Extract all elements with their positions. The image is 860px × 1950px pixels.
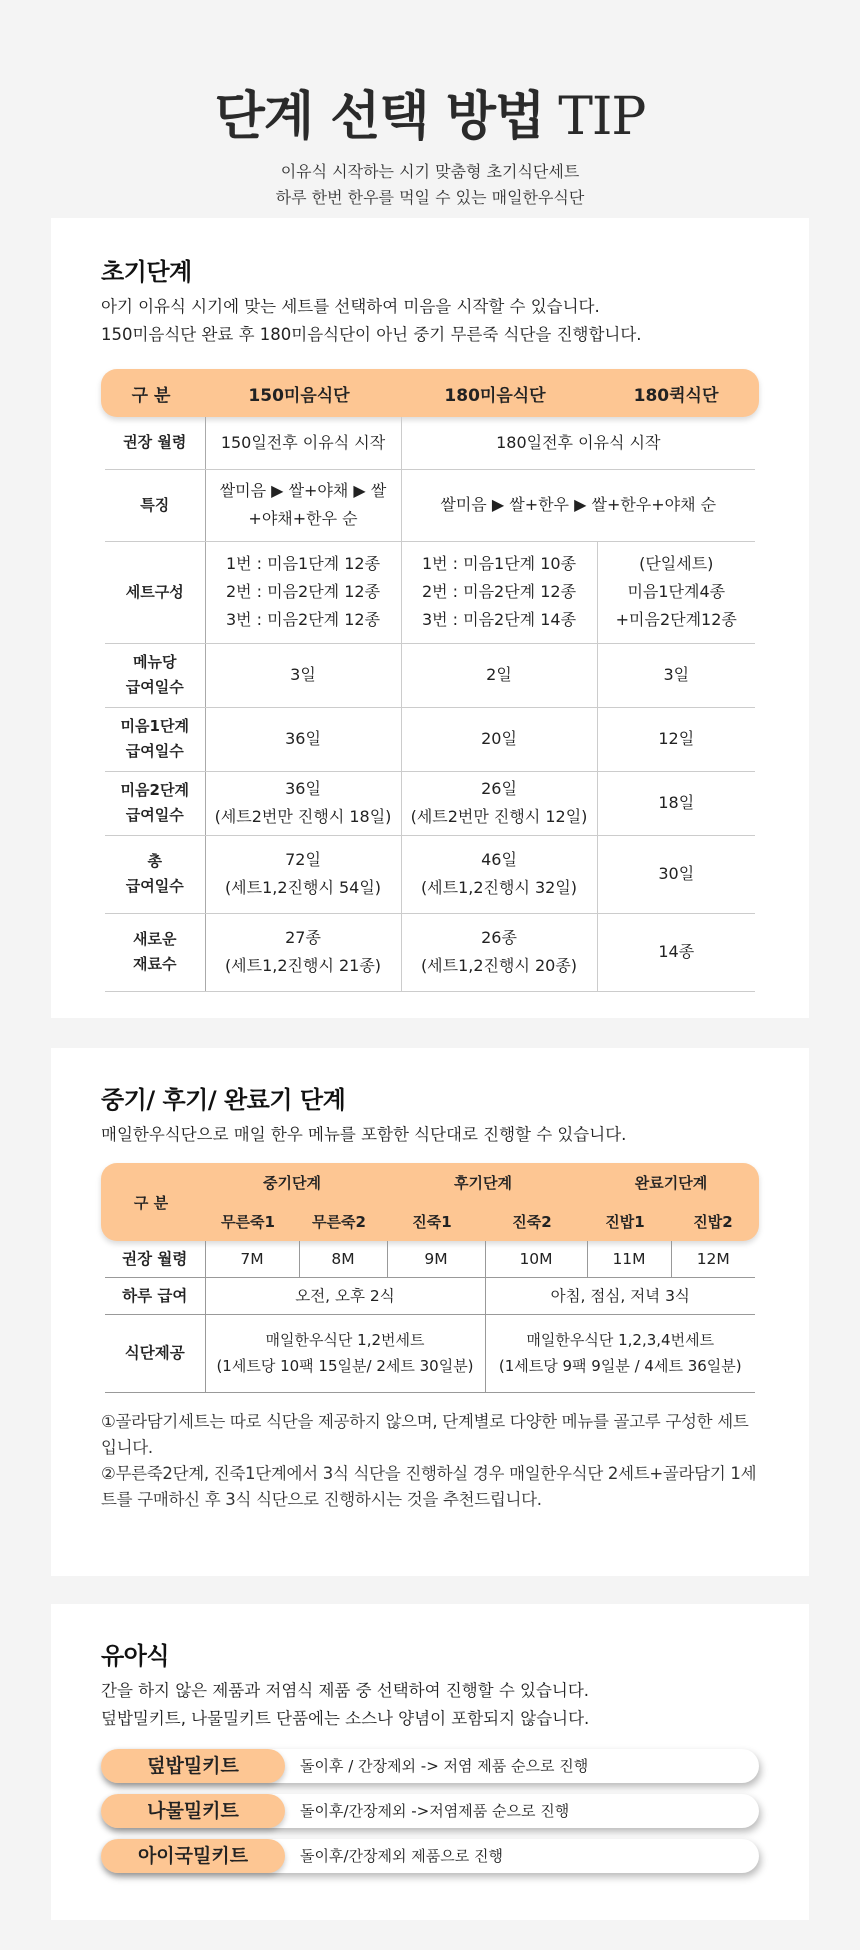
mid-table-header [101, 1163, 759, 1241]
cell: 12일 [597, 707, 755, 771]
table-row [105, 643, 755, 707]
title-main: 단계 선택 방법 [214, 87, 545, 147]
cell-line: (1세트당 10팩 15일분/ 2세트 30일분) [216, 1357, 474, 1375]
cell-line: 매일한우식단 1,2,3,4번세트 [526, 1331, 715, 1349]
cell-line: 3번 : 미음2단계 14종 [421, 610, 577, 629]
cell-line: 46일 [481, 850, 517, 869]
toddler-desc-1: 간을 하지 않은 제품과 저염식 제품 중 선택하여 진행할 수 있습니다. [101, 1681, 590, 1700]
cell [205, 541, 401, 643]
mid-header-sub: 진죽1 [412, 1213, 452, 1231]
label-line: 급여일수 [125, 742, 184, 760]
mid-header-sub: 무른죽1 [221, 1213, 275, 1231]
label-line: 총 [147, 852, 162, 870]
table-row [105, 835, 755, 913]
cell-line: (세트2번만 진행시 12일) [410, 807, 588, 826]
cell: 쌀미음 ▶ 쌀+한우 ▶ 쌀+한우+야채 순 [401, 469, 755, 541]
note-2: ②무른죽2단계, 진죽1단계에서 3식 식단을 진행하실 경우 매일한우식단 2세트+골라담기 1세트를 구매하신 후 3식 식단으로 진행하시는 것을 추천드립니다. [101, 1463, 757, 1509]
cell: 3일 [205, 643, 401, 707]
kit-desc: 돌이후/간장제외 ->저염제품 순으로 진행 [300, 1802, 570, 1820]
cell-line: 2번 : 미음2단계 12종 [421, 582, 577, 601]
cell-line: (세트2번만 진행시 18일) [214, 807, 392, 826]
row-label: 세트구성 [105, 541, 205, 643]
hero-sub-line-2: 하루 한번 한우를 먹일 수 있는 매일한우식단 [275, 188, 585, 207]
label-line: 새로운 [133, 930, 177, 948]
label-line: 메뉴당 [133, 653, 177, 671]
cell: 아침, 점심, 저녁 3식 [485, 1277, 755, 1314]
early-table-header [101, 369, 759, 417]
kit-desc: 돌이후/간장제외 제품으로 진행 [300, 1847, 503, 1865]
cell-line: 3번 : 미음2단계 12종 [225, 610, 381, 629]
cell-line: (1세트당 9팩 9일분 / 4세트 36일분) [498, 1357, 742, 1375]
row-label: 권장 월령 [105, 1241, 205, 1277]
cell-line: 2번 : 미음2단계 12종 [225, 582, 381, 601]
title-tip: TIP [558, 87, 646, 147]
cell: 20일 [401, 707, 597, 771]
list-item [101, 1837, 755, 1875]
table-row [105, 1314, 755, 1392]
table-row [105, 541, 755, 643]
early-header-150: 150미음식단 [248, 385, 350, 406]
mid-desc: 매일한우식단으로 매일 한우 메뉴를 포함한 식단대로 진행할 수 있습니다. [101, 1125, 627, 1144]
cell-line: 쌀미음 ▶ 쌀+야채 ▶ 쌀 [219, 481, 387, 500]
row-label [105, 835, 205, 913]
mid-title: 중기/ 후기/ 완료기 단계 [101, 1086, 346, 1114]
cell [401, 771, 597, 835]
cell [205, 835, 401, 913]
cell: 14종 [597, 913, 755, 991]
cell-line: 72일 [285, 850, 321, 869]
cell: 180일전후 이유식 시작 [401, 417, 755, 469]
mid-header-group: 중기단계 [263, 1174, 321, 1192]
note-1: ①골라담기세트는 따로 식단을 제공하지 않으며, 단계별로 다양한 메뉴를 골고루 구성한 세트입니다. [101, 1411, 749, 1457]
mid-stage-card [51, 1048, 809, 1576]
cell-line: (세트1,2진행시 32일) [420, 878, 578, 897]
cell: 11M [587, 1241, 671, 1277]
early-header-quick: 180퀵식단 [633, 385, 719, 406]
kit-name: 아이국밀키트 [101, 1839, 285, 1873]
cell-line: (세트1,2진행시 21종) [224, 956, 382, 975]
label-line: 급여일수 [125, 678, 184, 696]
cell [401, 835, 597, 913]
mid-header-sub: 진밥1 [605, 1213, 645, 1231]
cell: 30일 [597, 835, 755, 913]
cell: 8M [299, 1241, 387, 1277]
mid-header-group: 후기단계 [454, 1174, 512, 1192]
table-row [105, 1241, 755, 1277]
early-desc-2: 150미음식단 완료 후 180미음식단이 아닌 중기 무른죽 식단을 진행합니다. [101, 325, 642, 344]
row-label: 하루 급여 [105, 1277, 205, 1314]
cell [205, 771, 401, 835]
table-row [105, 1277, 755, 1314]
toddler-card [51, 1604, 809, 1920]
cell-line: +미음2단계12종 [615, 610, 737, 629]
early-desc [101, 293, 759, 349]
cell-line: (단일세트) [639, 554, 714, 573]
mid-header-sub: 진죽2 [512, 1213, 552, 1231]
early-title: 초기단계 [101, 258, 192, 286]
cell [597, 541, 755, 643]
mid-header-sub: 진밥2 [693, 1213, 733, 1231]
cell-line: 27종 [285, 928, 321, 947]
early-header-label: 구 분 [131, 385, 171, 406]
label-line: 미음1단계 [120, 717, 189, 735]
kit-name: 덮밥밀키트 [101, 1749, 285, 1783]
row-label [105, 913, 205, 991]
row-label: 권장 월령 [105, 417, 205, 469]
early-header-180: 180미음식단 [444, 385, 546, 406]
cell [485, 1314, 755, 1392]
table-row [105, 771, 755, 835]
cell: 150일전후 이유식 시작 [205, 417, 401, 469]
row-label: 특징 [105, 469, 205, 541]
cell: 오전, 오후 2식 [205, 1277, 485, 1314]
cell [205, 913, 401, 991]
hero-section [0, 0, 860, 211]
mid-table [105, 1241, 755, 1393]
row-label [105, 771, 205, 835]
early-desc-1: 아기 이유식 시기에 맞는 세트를 선택하여 미음을 시작할 수 있습니다. [101, 297, 600, 316]
table-row [105, 707, 755, 771]
cell-line: 26일 [481, 779, 517, 798]
cell [401, 913, 597, 991]
row-label: 식단제공 [105, 1314, 205, 1392]
cell-line: 36일 [285, 779, 321, 798]
label-line: 급여일수 [125, 877, 184, 895]
label-line: 재료수 [133, 955, 177, 973]
cell-line: +야채+한우 순 [248, 509, 358, 528]
table-row [105, 469, 755, 541]
cell: 12M [671, 1241, 755, 1277]
cell-line: 1번 : 미음1단계 10종 [421, 554, 577, 573]
kit-list [101, 1747, 755, 1875]
cell: 7M [205, 1241, 299, 1277]
kit-name: 나물밀키트 [101, 1794, 285, 1828]
mid-notes [101, 1409, 759, 1513]
cell [401, 541, 597, 643]
list-item [101, 1747, 755, 1785]
list-item [101, 1792, 755, 1830]
page-title [0, 74, 860, 149]
label-line: 급여일수 [125, 806, 184, 824]
cell-line: (세트1,2진행시 54일) [224, 878, 382, 897]
cell: 10M [485, 1241, 587, 1277]
cell-line: 매일한우식단 1,2번세트 [265, 1331, 425, 1349]
cell: 2일 [401, 643, 597, 707]
cell [205, 1314, 485, 1392]
row-label [105, 707, 205, 771]
early-stage-card [51, 218, 809, 1018]
table-row [105, 913, 755, 991]
cell-line: 1번 : 미음1단계 12종 [225, 554, 381, 573]
toddler-desc-2: 덮밥밀키트, 나물밀키트 단품에는 소스나 양념이 포함되지 않습니다. [101, 1709, 590, 1728]
cell-line: 미음1단계4종 [627, 582, 726, 601]
mid-header-group: 완료기단계 [634, 1174, 708, 1192]
toddler-title: 유아식 [101, 1642, 170, 1670]
cell: 3일 [597, 643, 755, 707]
mid-header-sub: 무른죽2 [312, 1213, 366, 1231]
cell: 9M [387, 1241, 485, 1277]
early-table [105, 417, 755, 992]
cell: 18일 [597, 771, 755, 835]
hero-sub-line-1: 이유식 시작하는 시기 맞춤형 초기식단세트 [280, 162, 580, 181]
cell: 36일 [205, 707, 401, 771]
label-line: 미음2단계 [120, 781, 189, 799]
cell [205, 469, 401, 541]
kit-desc: 돌이후 / 간장제외 -> 저염 제품 순으로 진행 [300, 1757, 589, 1775]
hero-subtitle [0, 159, 860, 211]
mid-header-label: 구 분 [133, 1193, 169, 1212]
table-row [105, 417, 755, 469]
cell-line: 26종 [481, 928, 517, 947]
cell-line: (세트1,2진행시 20종) [420, 956, 578, 975]
toddler-desc [101, 1677, 759, 1733]
row-label [105, 643, 205, 707]
